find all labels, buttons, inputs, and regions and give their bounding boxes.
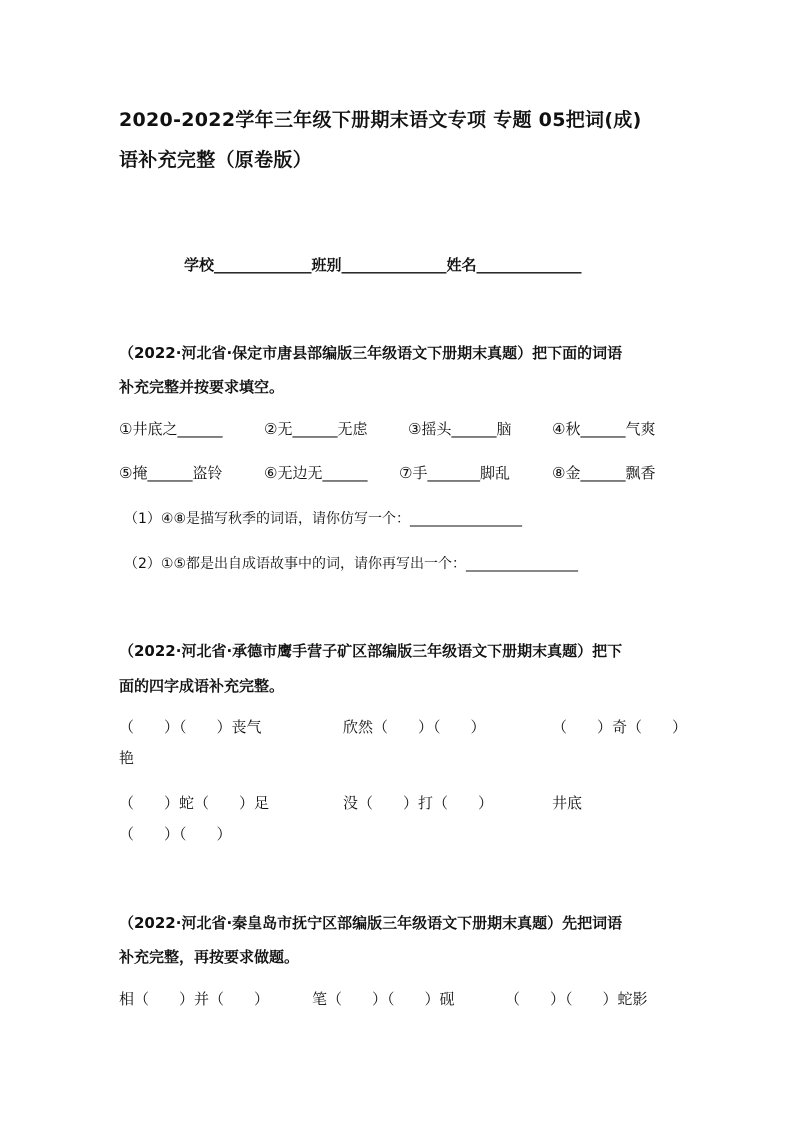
student-info-line: 学校_____________班别______________姓名______________ <box>184 256 582 274</box>
q1-item-7: ⑦手_______脚乱 <box>399 464 510 482</box>
q2-item-6-wrap: （ ）（ ） <box>119 825 232 843</box>
q2-header-line1: （2022·河北省·承德市鹰手营子矿区部编版三年级语文下册期末真题）把下 <box>119 642 623 660</box>
q1-item-4: ④秋______气爽 <box>552 420 656 438</box>
q2-item-1: （ ）（ ）丧气 <box>119 718 262 736</box>
q2-item-4: （ ）蛇（ ）足 <box>119 794 270 812</box>
q3-item-1: 相（ ）并（ ） <box>119 990 270 1008</box>
q1-item-5: ⑤掩______盗铃 <box>119 464 223 482</box>
q1-item-2: ②无______无虑 <box>264 420 368 438</box>
q1-header-line2: 补充完整并按要求填空。 <box>119 378 285 396</box>
q1-sub-question-1: （1）④⑧是描写秋季的词语，请你仿写一个：________________ <box>124 511 523 527</box>
q2-header-line2: 面的四字成语补充完整。 <box>119 677 285 695</box>
doc-title-line1: 2020-2022学年三年级下册期末语文专项 专题 05把词(成) <box>119 109 642 131</box>
q2-item-2: 欣然（ ）（ ） <box>343 718 486 736</box>
q3-item-3: （ ）（ ）蛇影 <box>505 990 648 1008</box>
q2-item-6: 井底 <box>552 794 583 812</box>
q1-item-1: ①井底之______ <box>119 420 223 438</box>
q2-item-3-wrap: 艳 <box>119 749 135 767</box>
q3-item-2: 笔（ ）（ ）砚 <box>312 990 455 1008</box>
q3-header-line1: （2022·河北省·秦皇岛市抚宁区部编版三年级语文下册期末真题）先把词语 <box>119 914 623 932</box>
q1-sub-question-2: （2）①⑤都是出自成语故事中的词，请你再写出一个：________________ <box>124 556 579 572</box>
q2-item-3: （ ）奇（ ） <box>552 718 688 736</box>
q1-item-6: ⑥无边无______ <box>264 464 368 482</box>
q1-item-3: ③摇头______脑 <box>408 420 512 438</box>
doc-title-line2: 语补充完整（原卷版） <box>119 149 313 171</box>
q2-item-5: 没（ ）打（ ） <box>343 794 494 812</box>
q1-item-8: ⑧金______飘香 <box>552 464 656 482</box>
q3-header-line2: 补充完整，再按要求做题。 <box>119 948 300 966</box>
q1-header-line1: （2022·河北省·保定市唐县部编版三年级语文下册期末真题）把下面的词语 <box>119 344 623 362</box>
